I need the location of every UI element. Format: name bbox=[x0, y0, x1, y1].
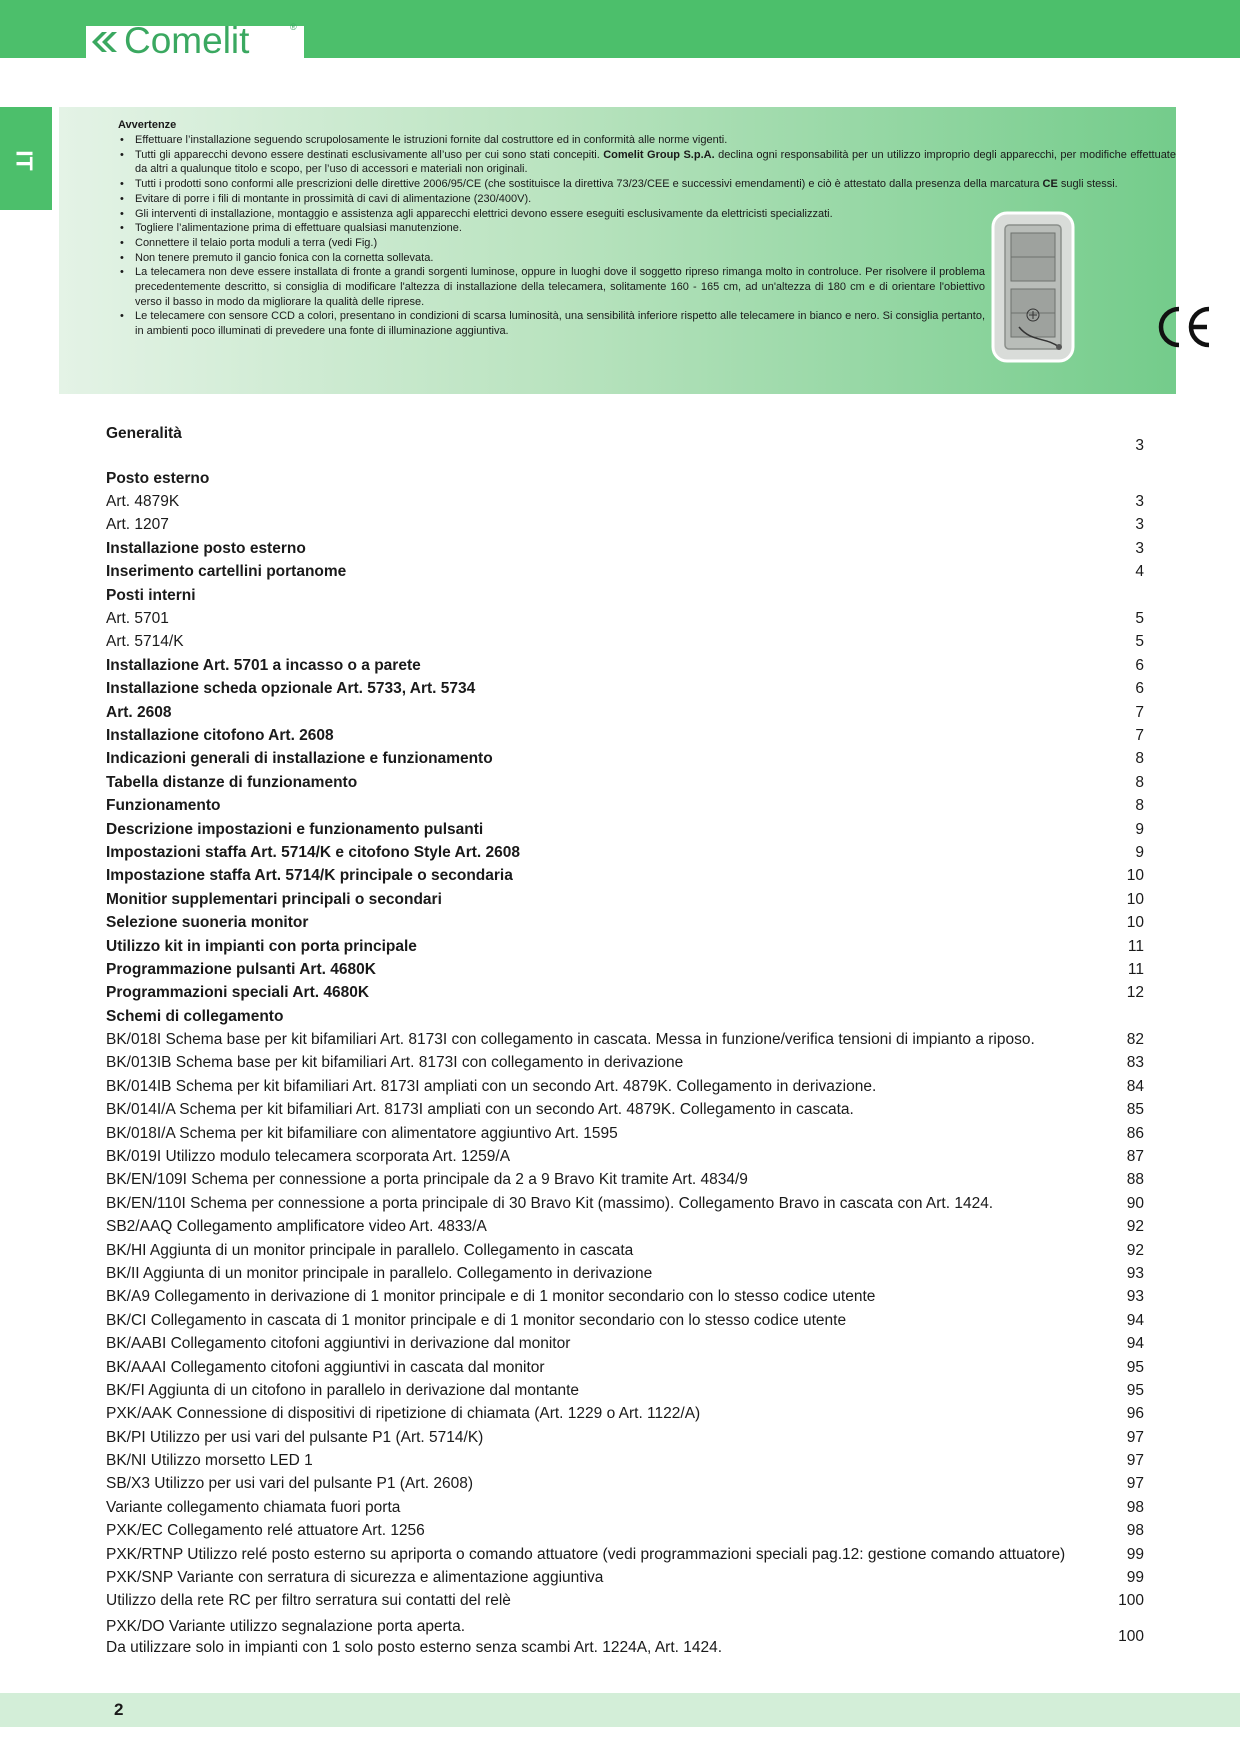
toc-title: BK/EN/109I Schema per connessione a porta principale da 2 a 9 Bravo Kit tramite Art. 4834/9 bbox=[106, 1171, 748, 1189]
toc-title: BK/II Aggiunta di un monitor principale in parallelo. Collegamento in derivazione bbox=[106, 1264, 653, 1282]
toc-row[interactable] bbox=[106, 1075, 1144, 1098]
warnings-title: Avvertenze bbox=[118, 119, 177, 131]
toc-title: Art. 1207 bbox=[106, 516, 169, 534]
toc-title: Installazione citofono Art. 2608 bbox=[106, 726, 334, 744]
toc-title: SB2/AAQ Collegamento amplificatore video Art. 4833/A bbox=[106, 1218, 487, 1236]
toc-page-number: 8 bbox=[1135, 797, 1144, 815]
warning-item: • Effettuare l’installazione seguendo scrupolosamente le istruzioni fornite dal costruttore ed in conformità alle norme vigenti. bbox=[118, 133, 1176, 148]
toc-row[interactable] bbox=[106, 537, 1144, 560]
toc-page-number: 83 bbox=[1126, 1054, 1144, 1072]
toc-row[interactable] bbox=[106, 654, 1144, 677]
language-tab bbox=[0, 107, 52, 210]
toc-page-number: 10 bbox=[1126, 890, 1144, 908]
toc-title: BK/NI Utilizzo morsetto LED 1 bbox=[106, 1452, 313, 1470]
toc-title: Inserimento cartellini portanome bbox=[106, 563, 347, 581]
toc-row[interactable] bbox=[106, 1309, 1144, 1332]
registered-mark: ® bbox=[290, 22, 297, 32]
toc-page-number: 100 bbox=[1118, 1592, 1144, 1610]
toc-title: Art. 5701 bbox=[106, 610, 169, 628]
toc-title: SB/X3 Utilizzo per usi vari del pulsante P1 (Art. 2608) bbox=[106, 1475, 474, 1493]
warning-item: • Connettere il telaio porta moduli a terra (vedi Fig.) bbox=[118, 236, 1176, 251]
toc-page-number: 3 bbox=[1135, 516, 1144, 534]
toc-row[interactable] bbox=[106, 982, 1144, 1005]
toc-page-number: 3 bbox=[1135, 437, 1144, 454]
toc-page-number: 98 bbox=[1126, 1522, 1144, 1540]
toc-page-number: 9 bbox=[1135, 820, 1144, 838]
toc-page-number: 12 bbox=[1126, 984, 1144, 1002]
toc-page-number: 98 bbox=[1126, 1498, 1144, 1516]
warning-item: • Evitare di porre i fili di montante in prossimità di cavi di alimentazione (230/400V). bbox=[118, 192, 1176, 207]
toc-page-number: 10 bbox=[1126, 867, 1144, 885]
toc-page-number: 93 bbox=[1126, 1264, 1144, 1282]
toc-page-number: 11 bbox=[1127, 960, 1144, 978]
toc-page-number: 94 bbox=[1126, 1335, 1144, 1353]
toc-page-number: 97 bbox=[1126, 1475, 1144, 1493]
toc-title: PXK/DO Variante utilizzo segnalazione porta aperta. Da utilizzare solo in impianti con 1 solo posto esterno senza scambi Art. 1224A, Art. 1424. bbox=[106, 1618, 723, 1657]
toc-title: Tabella distanze di funzionamento bbox=[106, 773, 358, 791]
toc-row[interactable] bbox=[106, 748, 1144, 771]
header-bar bbox=[0, 0, 1240, 61]
toc-title: Impostazione staffa Art. 5714/K principale o secondaria bbox=[106, 867, 513, 885]
toc-title: Programmazione pulsanti Art. 4680K bbox=[106, 960, 376, 978]
toc-title: Installazione posto esterno bbox=[106, 539, 306, 557]
toc-row[interactable] bbox=[106, 1169, 1144, 1192]
toc-page-number: 100 bbox=[1118, 1628, 1144, 1646]
toc-page-number: 8 bbox=[1135, 750, 1144, 768]
toc-title: Impostazioni staffa Art. 5714/K e citofono Style Art. 2608 bbox=[106, 843, 521, 861]
toc-title: Indicazioni generali di installazione e funzionamento bbox=[106, 750, 493, 768]
toc-row[interactable] bbox=[106, 1005, 1144, 1028]
toc-row[interactable] bbox=[106, 1145, 1144, 1168]
toc-row[interactable] bbox=[106, 1590, 1144, 1613]
toc-title: BK/014I/A Schema per kit bifamiliari Art. 8173I ampliati con un secondo Art. 4879K. Collegamento in cascata. bbox=[106, 1101, 854, 1119]
toc-title: BK/CI Collegamento in cascata di 1 monitor principale e di 1 monitor secondario con lo stesso codice utente bbox=[106, 1311, 847, 1329]
toc-page-number: 7 bbox=[1135, 703, 1144, 721]
toc-title: Art. 5714/K bbox=[106, 633, 184, 651]
toc-title: BK/018I Schema base per kit bifamiliari Art. 8173I con collegamento in cascata. Messa in funzione/verifica tensioni di impianto a riposo. bbox=[106, 1031, 1035, 1049]
toc-row[interactable] bbox=[106, 467, 1144, 490]
toc-row[interactable] bbox=[106, 1099, 1144, 1122]
toc-row[interactable] bbox=[106, 958, 1144, 981]
toc-row[interactable] bbox=[106, 794, 1144, 817]
toc-page-number: 5 bbox=[1135, 610, 1144, 628]
toc-page-number: 95 bbox=[1126, 1358, 1144, 1376]
toc-page-number: 3 bbox=[1135, 539, 1144, 557]
comelit-logo-icon bbox=[90, 28, 124, 56]
toc-row[interactable] bbox=[106, 1286, 1144, 1309]
toc-title: Selezione suoneria monitor bbox=[106, 914, 309, 932]
toc-title: PXK/RTNP Utilizzo relé posto esterno su apriporta o comando attuatore (vedi programmazioni speciali pag.12: gestione comando attuatore) bbox=[106, 1545, 1066, 1563]
toc-row[interactable] bbox=[106, 1192, 1144, 1215]
toc-page-number: 8 bbox=[1135, 773, 1144, 791]
toc-title: PXK/AAK Connessione di dispositivi di ripetizione di chiamata (Art. 1229 o Art. 1122/A) bbox=[106, 1405, 701, 1423]
toc-row[interactable] bbox=[106, 1122, 1144, 1145]
toc-page-number: 9 bbox=[1135, 843, 1144, 861]
toc-page-number: 97 bbox=[1126, 1452, 1144, 1470]
toc-title: PXK/SNP Variante con serratura di sicurezza e alimentazione aggiuntiva bbox=[106, 1569, 604, 1587]
toc-title: BK/018I/A Schema per kit bifamiliare con alimentatore aggiuntivo Art. 1595 bbox=[106, 1124, 618, 1142]
warning-item: • Le telecamere con sensore CCD a colori, presentano in condizioni di scarsa luminosità, una sensibilità inferiore rispetto alle telecamere in bianco e nero. Si consiglia pertanto, in ambienti poco illuminati di prevedere una fonte di illuminazione aggiuntiva. bbox=[118, 309, 985, 338]
toc-row[interactable] bbox=[106, 1239, 1144, 1262]
toc-page-number: 82 bbox=[1126, 1031, 1144, 1049]
toc-page-number: 88 bbox=[1126, 1171, 1144, 1189]
toc-row[interactable] bbox=[106, 1449, 1144, 1472]
toc-row[interactable] bbox=[106, 911, 1144, 934]
toc-title: Utilizzo della rete RC per filtro serratura sui contatti del relè bbox=[106, 1592, 511, 1610]
toc-title: Art. 2608 bbox=[106, 703, 172, 721]
toc-title: Programmazioni speciali Art. 4680K bbox=[106, 984, 370, 1002]
toc-page-number: 7 bbox=[1135, 726, 1144, 744]
toc-row[interactable] bbox=[106, 1403, 1144, 1426]
toc-title: Descrizione impostazioni e funzionamento pulsanti bbox=[106, 820, 484, 838]
toc-row[interactable] bbox=[106, 490, 1144, 513]
toc-page-number: 92 bbox=[1126, 1241, 1144, 1259]
toc-row[interactable] bbox=[106, 1426, 1144, 1449]
toc-page-number: 6 bbox=[1135, 656, 1144, 674]
toc-page-number: 96 bbox=[1126, 1405, 1144, 1423]
toc-title: BK/AABI Collegamento citofoni aggiuntivi in derivazione dal monitor bbox=[106, 1335, 571, 1353]
toc-page-number: 97 bbox=[1126, 1428, 1144, 1446]
toc-row[interactable] bbox=[106, 607, 1144, 630]
toc-row[interactable] bbox=[106, 514, 1144, 537]
toc-title: BK/AAAI Collegamento citofoni aggiuntivi in cascata dal monitor bbox=[106, 1358, 545, 1376]
toc-page-number: 99 bbox=[1126, 1545, 1144, 1563]
ce-mark-icon bbox=[1149, 297, 1219, 357]
toc-row[interactable] bbox=[106, 1566, 1144, 1589]
toc-page-number: 84 bbox=[1126, 1077, 1144, 1095]
warnings-panel bbox=[59, 107, 1176, 394]
toc-page-number: 90 bbox=[1126, 1194, 1144, 1212]
toc-title: Monitior supplementari principali o secondari bbox=[106, 890, 442, 908]
toc-row[interactable] bbox=[106, 935, 1144, 958]
toc-title: Funzionamento bbox=[106, 797, 221, 815]
toc-page-number: 87 bbox=[1126, 1148, 1144, 1166]
toc-row[interactable] bbox=[106, 425, 1144, 467]
toc-title: BK/014IB Schema per kit bifamiliari Art. 8173I ampliati con un secondo Art. 4879K. Collegamento in derivazione. bbox=[106, 1077, 877, 1095]
toc-page-number: 86 bbox=[1126, 1124, 1144, 1142]
toc-title: Installazione scheda opzionale Art. 5733, Art. 5734 bbox=[106, 680, 476, 698]
toc-title: Variante collegamento chiamata fuori porta bbox=[106, 1498, 401, 1516]
toc-row[interactable] bbox=[106, 1216, 1144, 1239]
warning-item: • Tutti gli apparecchi devono essere destinati esclusivamente all’uso per cui sono stati concepiti. Comelit Group S.p.A. declina ogni responsabilità per un utilizzo improprio degli apparecchi, per modifiche effettuate da altri a qualunque titolo e scopo, per l’uso di accessori e materiali non originali. bbox=[118, 148, 1176, 177]
toc-page-number: 5 bbox=[1135, 633, 1144, 651]
toc-title: PXK/EC Collegamento relé attuatore Art. 1256 bbox=[106, 1522, 425, 1540]
module-frame-illustration-icon bbox=[971, 207, 1121, 367]
warning-item: • Non tenere premuto il gancio fonica con la cornetta sollevata. bbox=[118, 251, 1176, 266]
toc-row[interactable] bbox=[106, 1028, 1144, 1051]
brand-logo bbox=[86, 20, 304, 61]
toc-row[interactable] bbox=[106, 1543, 1144, 1566]
toc-page-number: 93 bbox=[1126, 1288, 1144, 1306]
toc-title: BK/HI Aggiunta di un monitor principale in parallelo. Collegamento in cascata bbox=[106, 1241, 634, 1259]
toc-page-number: 92 bbox=[1126, 1218, 1144, 1236]
footer-bar bbox=[0, 1693, 1240, 1727]
toc-row[interactable] bbox=[106, 631, 1144, 654]
toc-row[interactable] bbox=[106, 841, 1144, 864]
toc-title: BK/019I Utilizzo modulo telecamera scorporata Art. 1259/A bbox=[106, 1148, 511, 1166]
language-label: IT bbox=[11, 150, 38, 171]
toc-row[interactable] bbox=[106, 1356, 1144, 1379]
toc-page-number: 3 bbox=[1135, 493, 1144, 511]
toc-title: Posto esterno bbox=[106, 469, 210, 487]
toc-page-number: 94 bbox=[1126, 1311, 1144, 1329]
toc-row[interactable] bbox=[106, 1052, 1144, 1075]
toc-row[interactable] bbox=[106, 1613, 1144, 1661]
toc-page-number: 85 bbox=[1126, 1101, 1144, 1119]
toc-row[interactable] bbox=[106, 771, 1144, 794]
toc-page-number: 95 bbox=[1126, 1381, 1144, 1399]
toc-row[interactable] bbox=[106, 724, 1144, 747]
toc-row[interactable] bbox=[106, 1496, 1144, 1519]
toc-row[interactable] bbox=[106, 1520, 1144, 1543]
warning-item: • Togliere l’alimentazione prima di effettuare qualsiasi manutenzione. bbox=[118, 221, 1176, 236]
toc-row[interactable] bbox=[106, 1262, 1144, 1285]
toc-title: Installazione Art. 5701 a incasso o a parete bbox=[106, 656, 421, 674]
toc-title: BK/A9 Collegamento in derivazione di 1 monitor principale e di 1 monitor secondario con lo stesso codice utente bbox=[106, 1288, 876, 1306]
page-number: 2 bbox=[114, 1700, 124, 1719]
toc-row[interactable] bbox=[106, 1473, 1144, 1496]
toc-row[interactable] bbox=[106, 701, 1144, 724]
table-of-contents bbox=[106, 425, 1144, 1661]
toc-row[interactable] bbox=[106, 818, 1144, 841]
toc-title: Schemi di collegamento bbox=[106, 1007, 284, 1025]
toc-page-number: 6 bbox=[1135, 680, 1144, 698]
toc-title: BK/EN/110I Schema per connessione a porta principale di 30 Bravo Kit (massimo). Collegamento Bravo in cascata con Art. 1424. bbox=[106, 1194, 994, 1212]
toc-row[interactable] bbox=[106, 888, 1144, 911]
toc-page-number: 10 bbox=[1126, 914, 1144, 932]
toc-row[interactable] bbox=[106, 865, 1144, 888]
toc-row[interactable] bbox=[106, 1379, 1144, 1402]
toc-title: Art. 4879K bbox=[106, 493, 180, 511]
toc-row[interactable] bbox=[106, 1332, 1144, 1355]
brand-name: Comelit bbox=[124, 20, 250, 61]
toc-row[interactable] bbox=[106, 678, 1144, 701]
toc-title: BK/PI Utilizzo per usi vari del pulsante P1 (Art. 5714/K) bbox=[106, 1428, 484, 1446]
toc-page-number: 11 bbox=[1127, 937, 1144, 955]
toc-title: Generalità bbox=[106, 425, 182, 442]
toc-row[interactable] bbox=[106, 584, 1144, 607]
toc-row[interactable] bbox=[106, 561, 1144, 584]
toc-title: BK/FI Aggiunta di un citofono in parallelo in derivazione dal montante bbox=[106, 1381, 580, 1399]
toc-title: Posti interni bbox=[106, 586, 196, 604]
warning-item: • La telecamera non deve essere installata di fronte a grandi sorgenti luminose, oppure in luoghi dove il soggetto ripreso rimanga molto in controluce. Per risolvere il problema precedentemente descritto, si consiglia di modificare l'altezza di installazione della telecamera, solitamente 160 - 165 cm, ad un'altezza di 180 cm e di orientare l'obiettivo verso il basso in modo da migliorare la qualità delle riprese. bbox=[118, 265, 985, 309]
toc-page-number: 4 bbox=[1135, 563, 1144, 581]
toc-page-number: 99 bbox=[1126, 1569, 1144, 1587]
warning-item: • Gli interventi di installazione, montaggio e assistenza agli apparecchi elettrici devono essere eseguiti esclusivamente da elettricisti specializzati. bbox=[118, 207, 1176, 222]
warning-item: • Tutti i prodotti sono conformi alle prescrizioni delle direttive 2006/95/CE (che sostituisce la direttiva 73/23/CEE e successivi emendamenti) e ciò è attestato dalla presenza della marcatura CE sugli stessi. bbox=[118, 177, 1176, 192]
toc-title: BK/013IB Schema base per kit bifamiliari Art. 8173I con collegamento in derivazione bbox=[106, 1054, 684, 1072]
toc-title: Utilizzo kit in impianti con porta principale bbox=[106, 937, 417, 955]
